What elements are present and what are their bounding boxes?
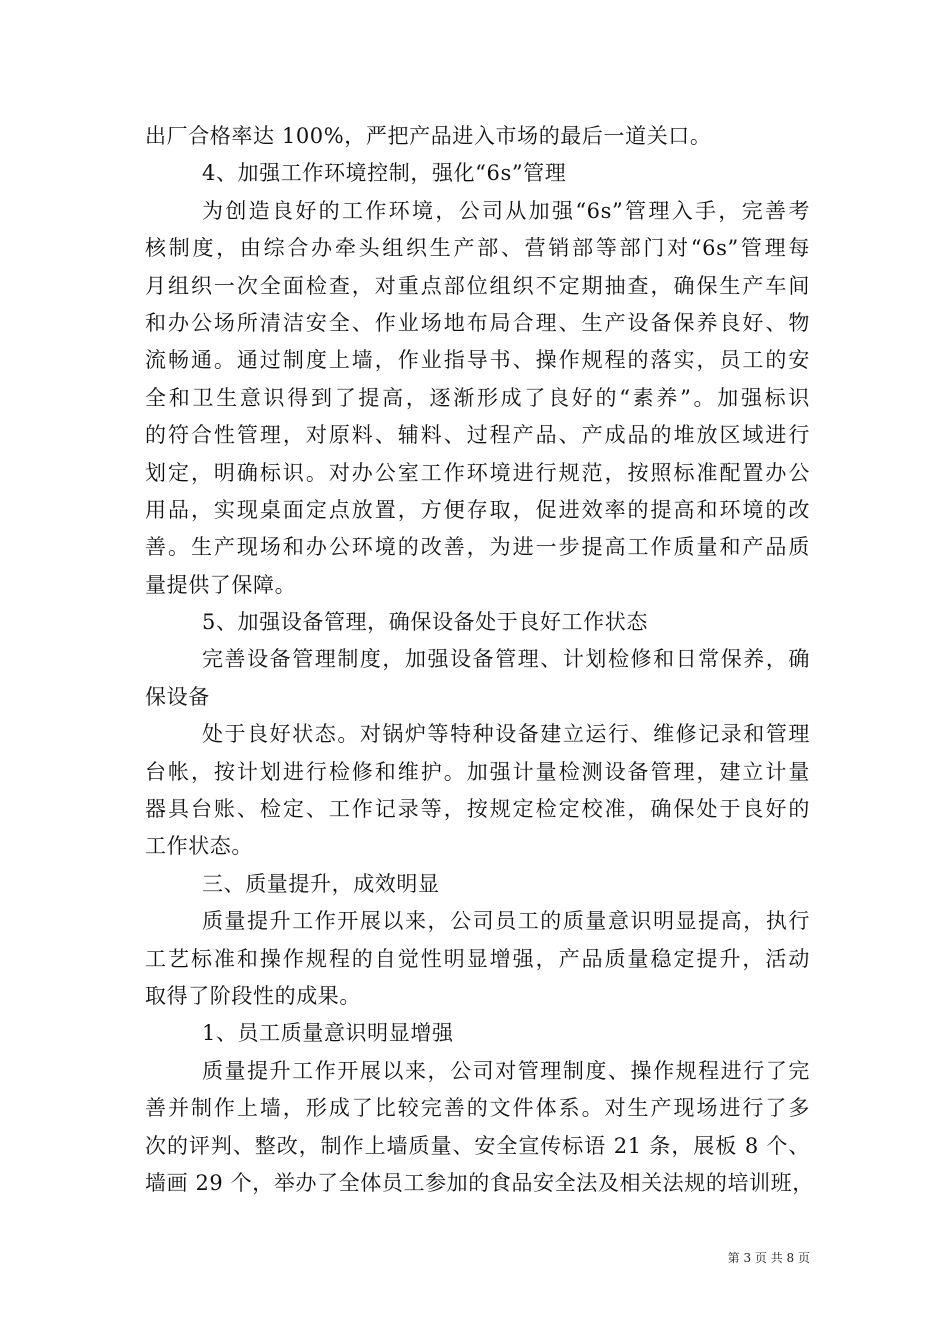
- text-line: 5、加强设备管理，确保设备处于良好工作状态: [202, 610, 648, 635]
- text-line: 质量提升工作开展以来，公司员工的质量意识明显提高，执行: [202, 909, 810, 934]
- text-line: 三、质量提升，成效明显: [202, 871, 440, 896]
- text-line: 为创造良好的工作环境，公司从加强“6s”管理入手，完善考: [202, 198, 810, 223]
- text-line: 器具台账、检定、工作记录等，按规定检定校准，确保处于良好的: [145, 797, 810, 822]
- text-line: 完善设备管理制度，加强设备管理、计划检修和日常保养，确: [202, 647, 810, 672]
- text-line: 墙画 29 个，举办了全体员工参加的食品安全法及相关法规的培训班，: [145, 1170, 814, 1195]
- text-line: 核制度，由综合办牵头组织生产部、营销部等部门对“6s”管理每: [145, 236, 810, 261]
- text-line: 4、加强工作环境控制，强化“6s”管理: [202, 161, 567, 186]
- text-line: 用品，实现桌面定点放置，方便存取，促进效率的提高和环境的改: [145, 497, 810, 522]
- text-line: 处于良好状态。对锅炉等特种设备建立运行、维修记录和管理: [202, 722, 810, 747]
- text-line: 台帐，按计划进行检修和维护。加强计量检测设备管理，建立计量: [145, 759, 810, 784]
- text-line: 全和卫生意识得到了提高，逐渐形成了良好的“素养”。加强标识: [145, 385, 810, 410]
- document-body: [145, 118, 814, 1202]
- text-line: 流畅通。通过制度上墙，作业指导书、操作规程的落实，员工的安: [145, 348, 810, 373]
- text-line: 次的评判、整改，制作上墙质量、安全宣传标语 21 条，展板 8 个、: [145, 1133, 810, 1158]
- text-line: 善并制作上墙，形成了比较完善的文件体系。对生产现场进行了多: [145, 1096, 810, 1121]
- text-line: 划定，明确标识。对办公室工作环境进行规范，按照标准配置办公: [145, 460, 810, 485]
- text-line: 保设备: [145, 684, 210, 709]
- text-line: 工作状态。: [145, 834, 253, 859]
- text-line: 1、员工质量意识明显增强: [202, 1021, 454, 1046]
- text-line: 工艺标准和操作规程的自觉性明显增强，产品质量稳定提升，活动: [145, 946, 810, 971]
- text-line: 的符合性管理，对原料、辅料、过程产品、产成品的堆放区域进行: [145, 423, 810, 448]
- text-line: 出厂合格率达 100%，严把产品进入市场的最后一道关口。: [145, 124, 712, 148]
- text-line: 月组织一次全面检查，对重点部位组织不定期抽查，确保生产车间: [145, 273, 810, 298]
- text-line: 取得了阶段性的成果。: [145, 983, 361, 1008]
- text-line: 质量提升工作开展以来，公司对管理制度、操作规程进行了完: [202, 1058, 810, 1083]
- text-line: 量提供了保障。: [145, 572, 297, 597]
- text-line: 善。生产现场和办公环境的改善，为进一步提高工作质量和产品质: [145, 535, 810, 560]
- text-line: 和办公场所清洁安全、作业场地布局合理、生产设备保养良好、物: [145, 310, 810, 335]
- page-number-footer: 第 3 页 共 8 页: [727, 1251, 810, 1265]
